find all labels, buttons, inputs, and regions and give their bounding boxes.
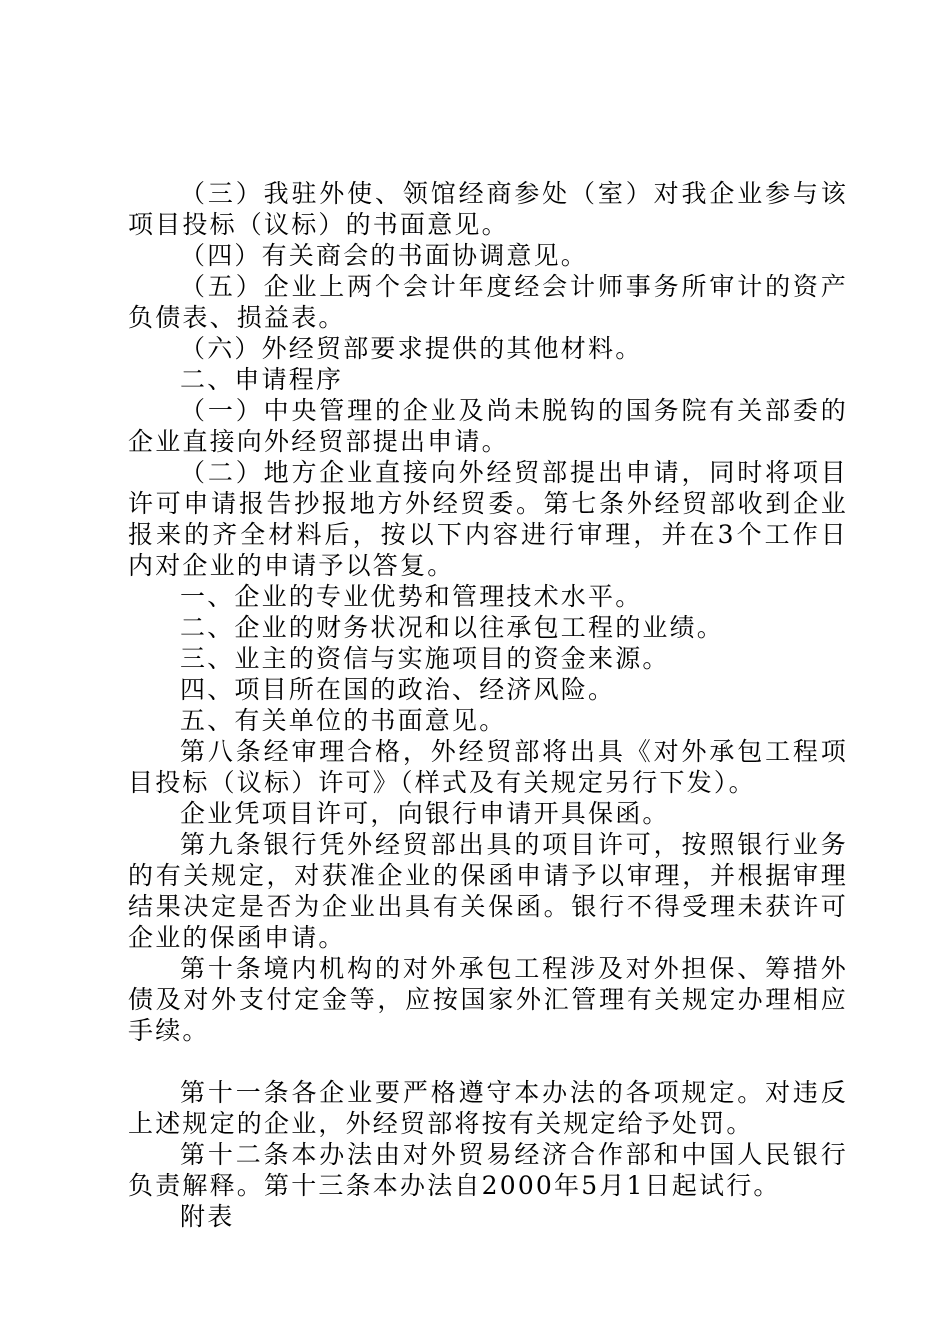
article-8: 第八条经审理合格，外经贸部将出具《对外承包工程项目投标（议标）许可》（样式及有关规定另行下发）。 <box>128 737 848 797</box>
paragraph-item-5: （五）企业上两个会计年度经会计师事务所审计的资产负债表、损益表。 <box>128 272 848 332</box>
paragraph-item-4: （四）有关商会的书面协调意见。 <box>180 241 589 270</box>
appendix-label: 附表 <box>180 1202 235 1231</box>
review-item-3: 三、业主的资信与实施项目的资金来源。 <box>180 644 670 673</box>
review-item-4: 四、项目所在国的政治、经济风险。 <box>180 675 616 704</box>
article-11: 第十一条各企业要严格遵守本办法的各项规定。对违反上述规定的企业，外经贸部将按有关规定给予处罚。 <box>128 1078 848 1138</box>
paragraph-item-3: （三）我驻外使、领馆经商参处（室）对我企业参与该项目投标（议标）的书面意见。 <box>128 179 848 239</box>
review-item-5: 五、有关单位的书面意见。 <box>180 706 507 735</box>
procedure-item-2: （二）地方企业直接向外经贸部提出申请，同时将项目许可申请报告抄报地方外经贸委。第七条外经贸部收到企业报来的齐全材料后，按以下内容进行审理，并在3个工作日内对企业的申请予以答复。 <box>128 458 848 580</box>
article-9: 第九条银行凭外经贸部出具的项目许可，按照银行业务的有关规定，对获准企业的保函申请予以审理，并根据审理结果决定是否为企业出具有关保函。银行不得受理未获许可企业的保函申请。 <box>128 830 848 952</box>
blank-line <box>128 1046 848 1077</box>
article-12-13: 第十二条本办法由对外贸易经济合作部和中国人民银行负责解释。第十三条本办法自2000年5月1日起试行。 <box>128 1140 848 1200</box>
guarantee-note: 企业凭项目许可，向银行申请开具保函。 <box>180 799 670 828</box>
section-heading-application-procedure: 二、申请程序 <box>180 365 344 394</box>
procedure-item-1: （一）中央管理的企业及尚未脱钩的国务院有关部委的企业直接向外经贸部提出申请。 <box>128 396 848 456</box>
review-item-1: 一、企业的专业优势和管理技术水平。 <box>180 582 643 611</box>
article-10: 第十条境内机构的对外承包工程涉及对外担保、筹措外债及对外支付定金等，应按国家外汇管理有关规定办理相应手续。 <box>128 954 848 1045</box>
paragraph-item-6: （六）外经贸部要求提供的其他材料。 <box>180 334 643 363</box>
document-body <box>128 178 848 1232</box>
review-item-2: 二、企业的财务状况和以往承包工程的业绩。 <box>180 613 725 642</box>
